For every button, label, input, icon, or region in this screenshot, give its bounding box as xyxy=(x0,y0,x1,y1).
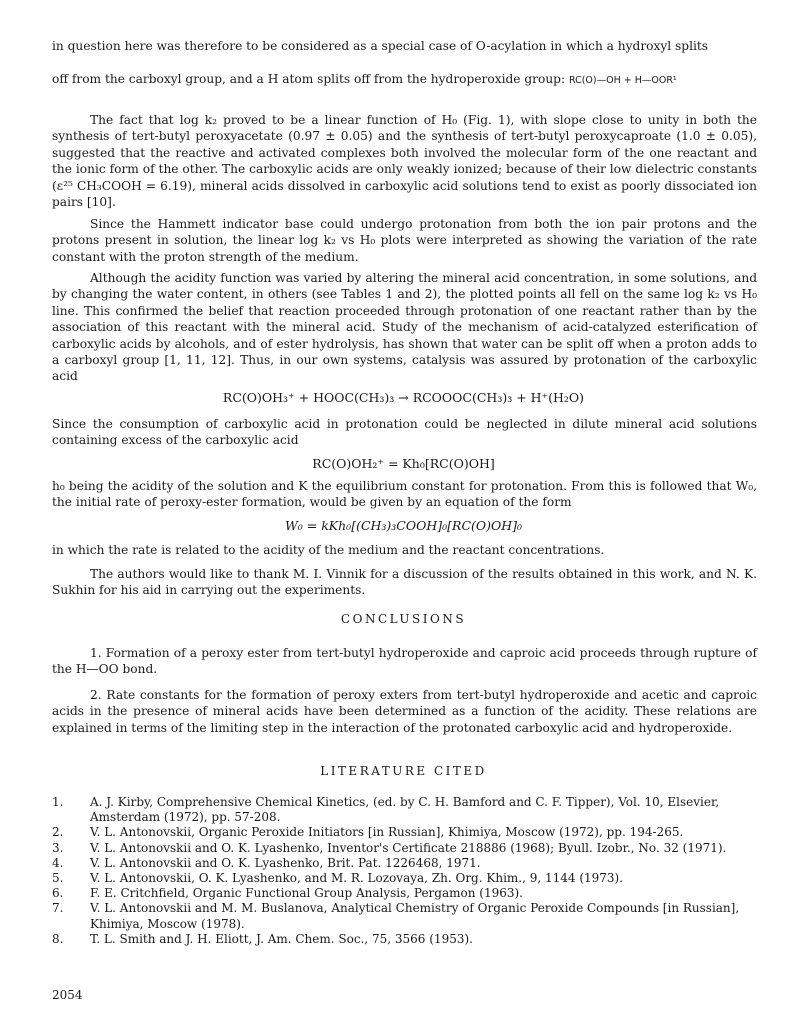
para5-text: Since the consumption of carboxylic acid in protonation could be neglected in dilute mineral acid solutions containing excess of the carboxylic acid xyxy=(52,417,757,448)
page-number: 2054 xyxy=(52,988,83,1002)
reference-text: T. L. Smith and J. H. Eliott, J. Am. Chem. Soc., 75, 3566 (1953). xyxy=(90,931,473,946)
reference-number: 7. xyxy=(52,901,64,916)
reference-text: V. L. Antonovskii, O. K. Lyashenko, and M. R. Lozovaya, Zh. Org. Khim., 9, 1144 (1973). xyxy=(90,871,624,886)
reference-number: 6. xyxy=(52,886,64,901)
reference-number: 1. xyxy=(52,795,64,809)
reaction-scheme: RC(O)—OH + H—OOR¹ xyxy=(568,75,677,86)
para2-text: The fact that log k₂ proved to be a linear function of H₀ (Fig. 1), with slope close to unity in both the synthesis of tert-butyl peroxyacetate (0.97 ± 0.05) and the synthesis of tert-butyl peroxycaproate (1.0 ± 0.05), suggested that the reactive and activated complexes both involved the molecular form of the one reactant and the ionic form of the other. The carboxylic acids are only weakly ionized; because of their low dielectric constants (ε²⁵ CH₃COOH = 6.19), mineral acids dissolved in carboxylic acid solutions tend to exist as poorly dissociated ion pairs [10]. xyxy=(52,113,757,210)
reference-number: 4. xyxy=(52,855,64,870)
reference-text: A. J. Kirby, Comprehensive Chemical Kinetics, (ed. by C. H. Bamford and C. F. Tipper), Vol. 10, Elsevier, Amsterdam (1972), pp. 57-208. xyxy=(90,795,720,825)
reference-text: V. L. Antonovskii and M. M. Buslanova, Analytical Chemistry of Organic Peroxide Compounds [in Russian], Khimiya, Moscow (1978). xyxy=(90,901,740,931)
reference-item xyxy=(52,795,757,825)
reference-number: 3. xyxy=(52,840,64,855)
reference-list xyxy=(52,795,757,947)
equation-2: RC(O)OH₂⁺ = Kh₀[RC(O)OH] xyxy=(312,456,495,471)
para8-text: The authors would like to thank M. I. Vinnik for a discussion of the results obtained in this work, and N. K. Sukhin for his aid in carrying out the experiments. xyxy=(52,567,757,598)
reference-text: V. L. Antonovskii, Organic Peroxide Initiators [in Russian], Khimiya, Moscow (1972), pp. 194-265. xyxy=(90,825,684,840)
para1-text: in question here was therefore to be considered as a special case of O-acylation in which a hydroxyl splits xyxy=(52,39,709,53)
paragraph-acidity xyxy=(52,270,757,385)
equation-1: RC(O)OH₃⁺ + HOOC(CH₃)₃ → RCOOOC(CH₃)₃ + H⁺(H₂O) xyxy=(222,390,585,405)
paragraph-scheme-line xyxy=(52,71,757,89)
paragraph-consumption xyxy=(52,416,757,449)
paragraph-rate xyxy=(52,542,757,558)
reference-item xyxy=(52,932,757,947)
literature-heading: LITERATURE CITED xyxy=(320,764,487,778)
conclusion-1-text: 1. Formation of a peroxy ester from tert-butyl hydroperoxide and caproic acid proceeds through rupture of the H—OO bond. xyxy=(52,646,757,677)
reference-item xyxy=(52,886,757,901)
reference-text: V. L. Antonovskii and O. K. Lyashenko, Brit. Pat. 1226468, 1971. xyxy=(90,855,481,870)
conclusion-2-text: 2. Rate constants for the formation of peroxy exters from tert-butyl hydroperoxide and acetic and caproic acids in the presence of mineral acids have been determined as a function of the acidity. These relations are explained in terms of the limiting step in the interaction of the protonated carboxylic acid and hydroperoxide. xyxy=(52,688,757,735)
reference-item xyxy=(52,901,757,931)
paragraph-acknowledgment xyxy=(52,566,757,599)
paragraph-h0 xyxy=(52,478,757,511)
reference-number: 2. xyxy=(52,825,64,840)
reference-text: V. L. Antonovskii and O. K. Lyashenko, Inventor's Certificate 218886 (1968); Byull. Izobr., No. 32 (1971). xyxy=(90,840,727,855)
para7-text: in which the rate is related to the acidity of the medium and the reactant concentrations. xyxy=(52,543,605,557)
conclusions-heading: CONCLUSIONS xyxy=(340,612,467,626)
para4-text: Although the acidity function was varied by altering the mineral acid concentration, in some solutions, and by changing the water content, in others (see Tables 1 and 2), the plotted points all fell on the same log k₂ vs H₀ line. This confirmed the belief that reaction proceeded through protonation of one reactant rather than by the association of this reactant with the mineral acid. Study of the mechanism of acid-catalyzed esterification of carboxylic acids by alcohols, and of ester hydrolysis, has shown that water can be split off when a proton adds to a carboxyl group [1, 11, 12]. Thus, in our own systems, catalysis was assured by protonation of the carboxylic acid xyxy=(52,271,757,384)
reference-item xyxy=(52,825,757,840)
reference-text: F. E. Critchfield, Organic Functional Group Analysis, Pergamon (1963). xyxy=(90,886,523,901)
reference-item xyxy=(52,871,757,886)
equation-3: W₀ = kKh₀[(CH₃)₃COOH]₀[RC(O)OH]₀ xyxy=(284,518,523,533)
paragraph-log-k xyxy=(52,112,757,210)
conclusion-1 xyxy=(52,645,757,678)
paragraph-continuation xyxy=(52,38,757,54)
para3-text: Since the Hammett indicator base could undergo protonation from both the ion pair protons and the protons present in solution, the linear log k₂ vs H₀ plots were interpreted as showing the variation of the rate constant with the proton strength of the medium. xyxy=(52,217,757,264)
para6-text: h₀ being the acidity of the solution and K the equilibrium constant for protonation. From this is followed that W₀, the initial rate of peroxy-ester formation, would be given by an equation of the form xyxy=(52,479,757,510)
reference-number: 5. xyxy=(52,871,64,886)
reference-item xyxy=(52,856,757,871)
conclusion-2 xyxy=(52,687,757,736)
reference-number: 8. xyxy=(52,931,64,946)
reference-item xyxy=(52,841,757,856)
paragraph-hammett xyxy=(52,216,757,265)
para1b-text: off from the carboxyl group, and a H atom splits off from the hydroperoxide group: xyxy=(52,72,566,86)
